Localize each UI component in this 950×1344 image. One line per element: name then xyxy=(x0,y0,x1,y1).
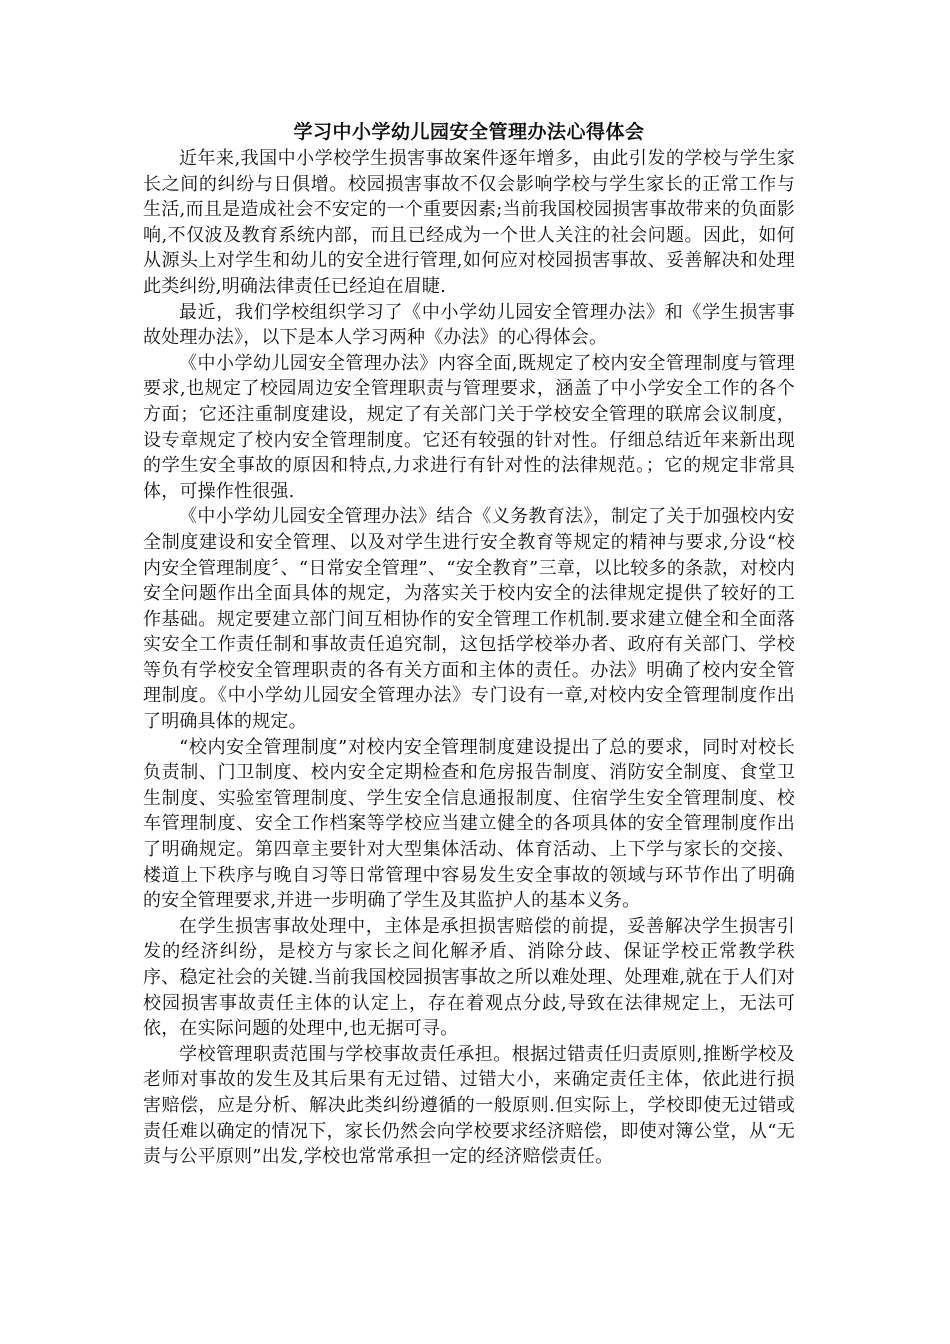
paragraph-study-overview: 最近，我们学校组织学习了《中小学幼儿园安全管理办法》和《学生损害事故处理办法》，以下是本人学习两种《办法》的心得体会。 xyxy=(143,301,795,349)
paragraph-regulation-structure: 《中小学幼儿园安全管理办法》结合《义务教育法》，制定了关于加强校内安全制度建设和安全管理、以及对学生进行安全教育等规定的精神与要求,分设“校内安全管理制度〞、“日常安全管理”、“安全教育”三章，以比较多的条款，对校内安全问题作出全面具体的规定，为落实关于校内安全的法律规定提供了较好的工作基础。规定要建立部门间互相协作的安全管理工作机制.要求建立健全和全面落实安全工作责任制和事故责任追究制，这包括学校举办者、政府有关部门、学校等负有学校安全管理职责的各有关方面和主体的责任。办法》明确了校内安全管理制度。《中小学幼儿园安全管理办法》专门设有一章,对校内安全管理制度作出了明确具体的规定。 xyxy=(143,506,795,733)
paragraph-school-responsibility: 学校管理职责范围与学校事故责任承担。根据过错责任归责原则,推断学校及老师对事故的发生及其后果有无过错、过错大小，来确定责任主体，依此进行损害赔偿，应是分析、解决此类纠纷遵循的一般原则.但实际上，学校即使无过错或责任难以确定的情况下，家长仍然会向学校要求经济赔偿，即使对簿公堂，从“无责与公平原则”出发,学校也常常承担一定的经济赔偿责任。 xyxy=(143,1043,795,1168)
document-page xyxy=(143,118,795,1170)
paragraph-regulation-content: 《中小学幼儿园安全管理办法》内容全面,既规定了校内安全管理制度与管理要求,也规定了校园周边安全管理职责与管理要求，涵盖了中小学安全工作的各个方面；它还注重制度建设，规定了有关部门关于学校安全管理的联席会议制度，设专章规定了校内安全管理制度。它还有较强的针对性。仔细总结近年来新出现的学生安全事故的原因和特点,力求进行有针对性的法律规范。；它的规定非常具体，可操作性很强. xyxy=(143,352,795,502)
document-title: 学习中小学幼儿园安全管理办法心得体会 xyxy=(293,121,645,143)
paragraph-liability-subject: 在学生损害事故处理中，主体是承担损害赔偿的前提，妥善解决学生损害引发的经济纠纷，是校方与家长之间化解矛盾、消除分歧、保证学校正常教学秩序、稳定社会的关键.当前我国校园损害事故之所以难处理、处理难,就在于人们对校园损害事故责任主体的认定上，存在着观点分歧,导致在法律规定上，无法可依，在实际问题的处理中,也无据可寻。 xyxy=(143,915,795,1040)
paragraph-safety-system: “校内安全管理制度”对校内安全管理制度建设提出了总的要求，同时对校长负责制、门卫制度、校内安全定期检查和危房报告制度、消防安全制度、食堂卫生制度、实验室管理制度、学生安全信息通报制度、住宿学生安全管理制度、校车管理制度、安全工作档案等学校应当建立健全的各项具体的安全管理制度作出了明确规定。第四章主要针对大型集体活动、体育活动、上下学与家长的交接、楼道上下秩序与晚自习等日常管理中容易发生安全事故的领域与环节作出了明确的安全管理要求,并进一步明确了学生及其监护人的基本义务。 xyxy=(143,736,795,912)
paragraph-intro: 近年来,我国中小学校学生损害事故案件逐年增多，由此引发的学校与学生家长之间的纠纷与日俱增。校园损害事故不仅会影响学校与学生家长的正常工作与生活,而且是造成社会不安定的一个重要因素;当前我国校园损害事故带来的负面影响,不仅波及教育系统内部，而且已经成为一个世人关注的社会问题。因此，如何从源头上对学生和幼儿的安全进行管理,如何应对校园损害事故、妥善解决和处理此类纠纷,明确法律责任已经迫在眉睫. xyxy=(143,148,795,297)
